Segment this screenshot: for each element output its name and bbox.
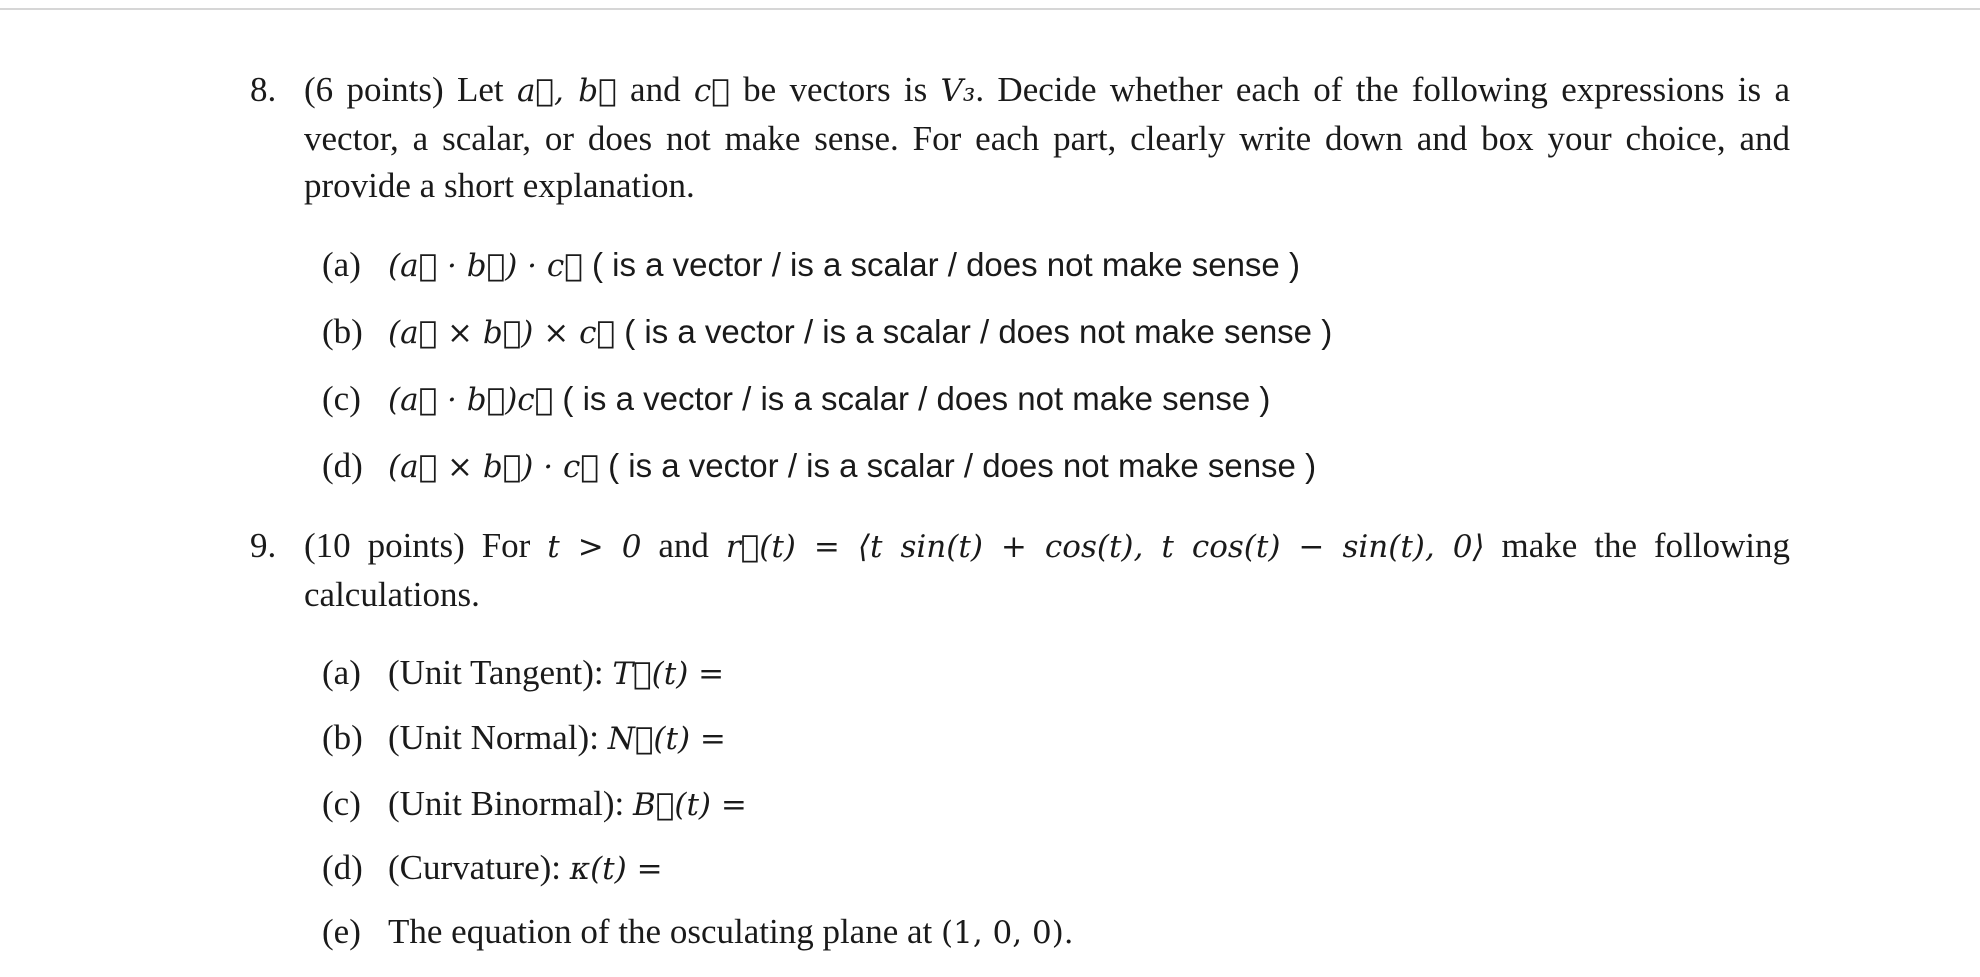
problem-9-part-b	[322, 718, 726, 758]
problem-8-part-a	[322, 245, 1300, 285]
part-text: (Unit Normal):	[388, 718, 608, 757]
vector-space: V₃	[940, 73, 976, 109]
part-label: (d)	[322, 848, 363, 887]
part-expression: κ(t) =	[569, 851, 663, 887]
vectors-a-b: a⃗, b⃗	[516, 73, 617, 109]
part-choices: ( is a vector / is a scalar / does not make sense )	[615, 313, 1333, 350]
part-expression: N⃗(t) =	[607, 721, 726, 757]
problem-8-part-b	[322, 312, 1332, 352]
part-label: (b)	[322, 312, 363, 351]
part-label: (c)	[322, 784, 361, 823]
vector-c: c⃗	[693, 73, 730, 109]
part-expression: (a⃗ × b⃗) × c⃗	[388, 315, 616, 351]
problem-8-mid: be vectors is	[729, 70, 941, 109]
problem-9-part-d	[322, 848, 663, 888]
part-text: The equation of the osculating plane at	[388, 912, 942, 951]
position-function: r⃗(t) = ⟨t sin(t) + cos(t), t cos(t) − sin(t), 0⟩	[725, 529, 1485, 565]
part-choices: ( is a vector / is a scalar / does not make sense )	[598, 447, 1317, 484]
problem-8-and: and	[616, 70, 694, 109]
problem-9-statement	[304, 522, 1790, 618]
part-expression: (a⃗ × b⃗) · c⃗	[388, 449, 599, 485]
problem-9-and: and	[641, 526, 726, 565]
problem-9-intro: (10 points) For	[304, 526, 548, 565]
problem-8	[250, 66, 1790, 209]
problem-9	[250, 522, 1790, 618]
part-expression: (a⃗ · b⃗)c⃗	[388, 382, 554, 418]
part-expression: (1, 0, 0).	[941, 915, 1074, 951]
part-text: (Unit Binormal):	[388, 784, 633, 823]
part-label: (e)	[322, 912, 361, 951]
part-choices: ( is a vector / is a scalar / does not make sense )	[582, 246, 1300, 283]
problem-8-number: 8.	[250, 70, 277, 109]
problem-9-part-c	[322, 784, 747, 824]
part-choices: ( is a vector / is a scalar / does not make sense )	[553, 380, 1271, 417]
problem-8-part-d	[322, 446, 1316, 486]
part-text: (Curvature):	[388, 848, 570, 887]
part-expression: (a⃗ · b⃗) · c⃗	[388, 248, 583, 284]
problem-9-part-e	[322, 912, 1074, 952]
part-text: (Unit Tangent):	[388, 653, 613, 692]
problem-8-instructions: . Decide whether each of the following expressions is a vector, a scalar, or does not make sense. For each part, clearly write down and box your choice, and provide a short explanation.	[304, 70, 1790, 205]
part-label: (a)	[322, 653, 361, 692]
part-expression: T⃗(t) =	[612, 656, 725, 692]
part-label: (d)	[322, 446, 363, 485]
part-label: (c)	[322, 379, 361, 418]
problem-8-part-c	[322, 379, 1270, 419]
condition-t: t > 0	[547, 529, 642, 565]
problem-9-number: 9.	[250, 526, 277, 565]
problem-8-statement	[304, 66, 1790, 209]
part-expression: B⃗(t) =	[632, 787, 747, 823]
part-label: (b)	[322, 718, 363, 757]
part-label: (a)	[322, 245, 361, 284]
problem-9-part-a	[322, 653, 724, 693]
problem-9-instructions: make the following calculations.	[304, 526, 1790, 614]
problem-8-intro: (6 points) Let	[304, 70, 517, 109]
page-top-divider	[0, 8, 1980, 10]
